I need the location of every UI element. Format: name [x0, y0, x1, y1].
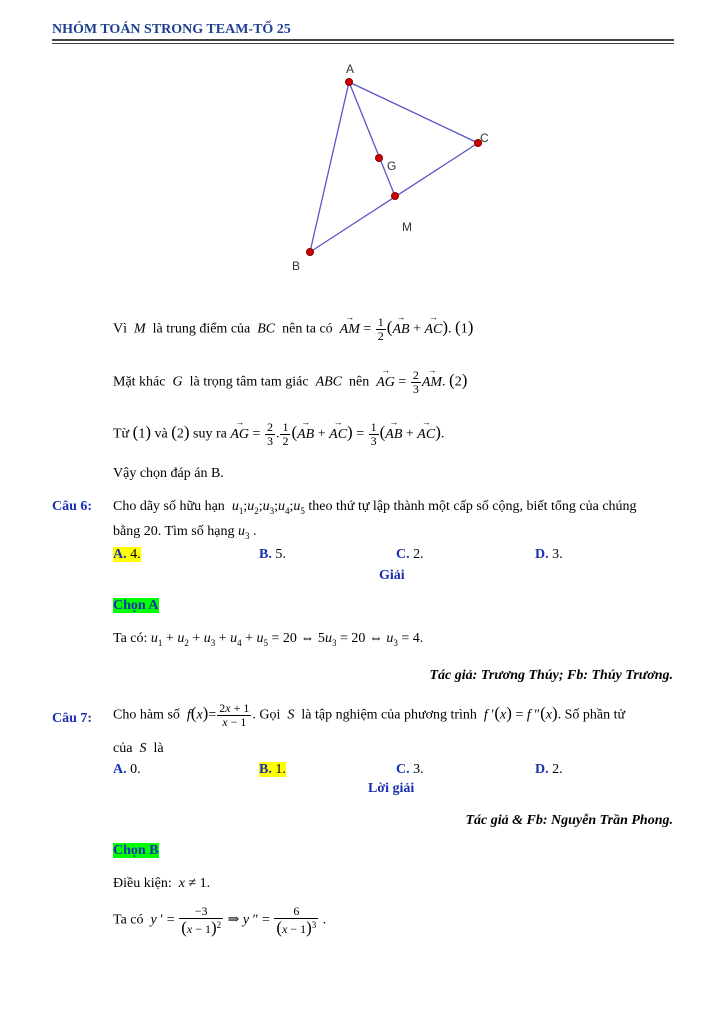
label-m: M [402, 220, 412, 234]
q6-label: Câu 6: [52, 499, 93, 514]
q7-option-a[interactable]: A. 0. [113, 762, 141, 777]
q7-label: Câu 7: [52, 711, 93, 726]
q6-solution-title: Giải [379, 568, 405, 583]
segment-am [349, 82, 395, 196]
q7-condition: Điều kiện: x ≠ 1. [113, 876, 211, 891]
header-rule [52, 39, 674, 41]
q6-author: Tác giả: Trương Thúy; Fb: Thúy Trương. [429, 668, 673, 683]
q6-text-line2: bằng 20. Tìm số hạng $u_3$ . [113, 524, 257, 541]
point-b [306, 248, 313, 255]
q6-option-d[interactable]: D. 3. [535, 547, 563, 562]
q6-chosen-badge: Chọn A [113, 598, 159, 613]
q6-text-line1: Cho dãy số hữu hạn $u_1;u_2;u_3;u_4;u_5$ theo thứ tự lập thành một cấp số cộng, biết tổng của chúng [113, 499, 637, 516]
label-a: A [346, 62, 355, 76]
q6-option-b[interactable]: B. 5. [259, 547, 286, 562]
point-g [375, 154, 382, 161]
point-m [391, 192, 398, 199]
point-a [345, 78, 352, 85]
header-rule-thin [52, 43, 674, 44]
q7-solution-title: Lời giải [368, 781, 415, 796]
page-header-title: NHÓM TOÁN STRONG TEAM-TỔ 25 [52, 22, 291, 37]
q7-chosen-badge: Chọn B [113, 843, 159, 858]
q6-option-c[interactable]: C. 2. [396, 547, 424, 562]
q6-work: Ta có: $u_1 + u_2 + u_3 + u_4 + u_5 = 20$ ⇔ $5u_3 = 20$ ⇔ $u_3 = 4$. [113, 631, 424, 648]
q7-option-c[interactable]: C. 3. [396, 762, 424, 777]
label-c: C [480, 131, 489, 145]
sol5-line2: Mặt khác G là trọng tâm tam giác ABC nên AG → = $\frac{2}{3}$ AM →. (2) [113, 369, 467, 396]
sol5-line1: Vì M là trung điểm của BC nên ta có AM → = $\frac{1}{2}$ (AB → + AC →). (1) [113, 316, 473, 343]
segment-ac [349, 82, 478, 143]
label-g: G [387, 159, 397, 173]
q7-text-line2: của S là [113, 741, 164, 756]
q7-author: Tác giả & Fb: Nguyễn Trần Phong. [465, 813, 673, 828]
triangle-figure [280, 58, 510, 278]
q7-text-line1: Cho hàm số f(x)= $\frac{2x + 1}{x - 1}$ . Gọi S là tập nghiệm của phương trình f ′(x) = f ″(x). Số phần tử [113, 701, 626, 729]
q7-option-d[interactable]: D. 2. [535, 762, 563, 777]
label-b: B [292, 259, 301, 273]
q7-option-b[interactable]: B. 1. [259, 762, 286, 777]
sol5-conclusion: Vậy chọn đáp án B. [113, 466, 224, 481]
segment-ab [310, 82, 349, 252]
q6-option-a[interactable]: A. 4. [113, 547, 141, 562]
sol5-line3: Từ (1) và (2) suy ra AG → = $\frac{2}{3}$ . $\frac{1}{2}$ (AB → + AC →) = $\frac{1}{3}$ (AB → + AC →). [113, 421, 444, 448]
q7-derivative-work: Ta có y ′ = $\frac{-3}{(x - 1)^2}$ ⇒ y ″ = $\frac{6}{(x - 1)^3}$ . [113, 904, 327, 937]
